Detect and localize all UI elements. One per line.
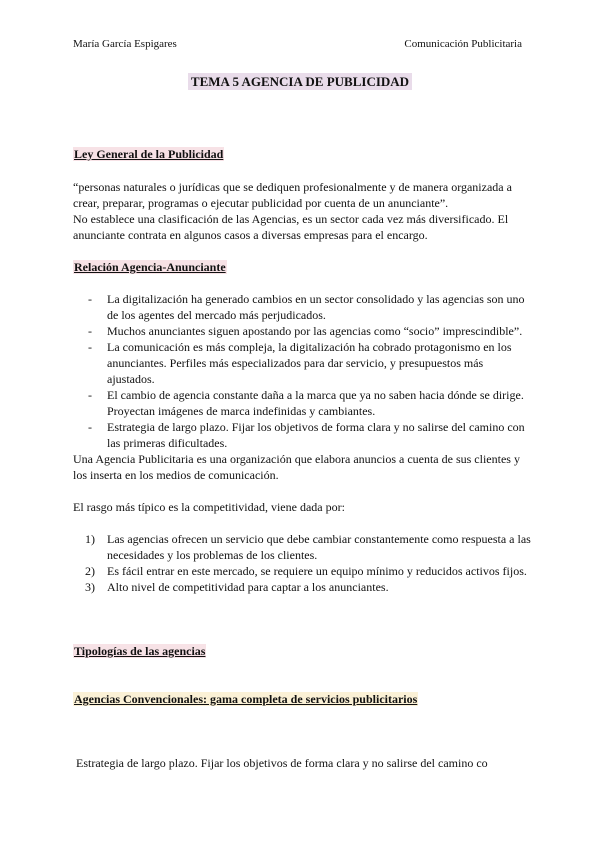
list-item-text: Muchos anunciantes siguen apostando por las agencias como “socio” imprescindible”. — [107, 324, 523, 338]
list-item — [73, 563, 533, 579]
paragraph-quote: “personas naturales o jurídicas que se dediquen profesionalmente y de manera organizada a crear, preparar, programas o ejecutar publicidad por cuenta de un anunciante”. — [73, 180, 512, 210]
paragraph-agencia-definicion: Una Agencia Publicitaria es una organización que elabora anuncios a cuenta de sus clientes y los inserta en los medios de comunicación. — [73, 452, 520, 482]
list-item — [73, 579, 533, 595]
heading-ley-general — [73, 146, 224, 162]
number-marker: 2) — [85, 564, 95, 578]
list-item-text: Alto nivel de competitividad para captar a los anunciantes. — [107, 580, 389, 594]
bullet-list — [73, 291, 533, 451]
heading-relacion — [73, 259, 227, 275]
bullet-marker: - — [88, 420, 92, 434]
list-item-text: La digitalización ha generado cambios en un sector consolidado y las agencias son uno de los agentes del mercado más perjudicados. — [107, 292, 525, 322]
list-item-text: El cambio de agencia constante daña a la marca que ya no saben hacia dónde se dirige. Proyectan imágenes de marca indefinidas y cambiantes. — [107, 388, 524, 418]
list-item — [73, 387, 533, 419]
heading-tipologias-text: Tipologías de las agencias — [74, 644, 206, 658]
list-item-text: La comunicación es más compleja, la digitalización ha cobrado protagonismo en los anunciantes. Perfiles más especializados para dar servicio, y presupuestos más ajustados. — [107, 340, 512, 386]
list-item — [73, 323, 533, 339]
heading-agencias-convencionales — [73, 691, 418, 707]
list-item — [73, 291, 533, 323]
list-item-text: Es fácil entrar en este mercado, se requiere un equipo mínimo y reducidos activos fijos. — [107, 564, 527, 578]
header-author: María García Espigares — [73, 38, 177, 50]
page-title — [0, 74, 600, 90]
paragraph-clasificacion: No establece una clasificación de las Agencias, es un sector cada vez más diversificado. El anunciante contrata en algunos casos a diversas empresas para el encargo. — [73, 212, 509, 242]
header-subject: Comunicación Publicitaria — [404, 38, 522, 50]
list-item-text: Estrategia de largo plazo. Fijar los objetivos de forma clara y no salirse del camino con las primeras dificultades. — [107, 420, 525, 450]
list-item — [73, 531, 533, 563]
paragraph-rasgo: El rasgo más típico es la competitividad, viene dada por: — [73, 500, 345, 514]
bullet-marker: - — [88, 292, 92, 306]
number-marker: 1) — [85, 532, 95, 546]
heading-ley-general-text: Ley General de la Publicidad — [74, 147, 224, 161]
number-marker: 3) — [85, 580, 95, 594]
page-title-text: TEMA 5 AGENCIA DE PUBLICIDAD — [188, 73, 412, 90]
bullet-marker: - — [88, 324, 92, 338]
list-item — [73, 339, 533, 387]
heading-agencias-convencionales-text: Agencias Convencionales: gama completa de servicios publicitarios — [74, 692, 418, 706]
bullet-marker: - — [88, 388, 92, 402]
list-item-text: Las agencias ofrecen un servicio que debe cambiar constantemente como respuesta a las necesidades y los problemas de los clientes. — [107, 532, 531, 562]
numbered-list — [73, 531, 533, 595]
bullet-marker: - — [88, 340, 92, 354]
paragraph-trailing: Estrategia de largo plazo. Fijar los objetivos de forma clara y no salirse del camino co — [73, 756, 488, 770]
heading-tipologias — [73, 643, 206, 659]
heading-relacion-text: Relación Agencia-Anunciante — [74, 260, 226, 274]
list-item — [73, 419, 533, 451]
